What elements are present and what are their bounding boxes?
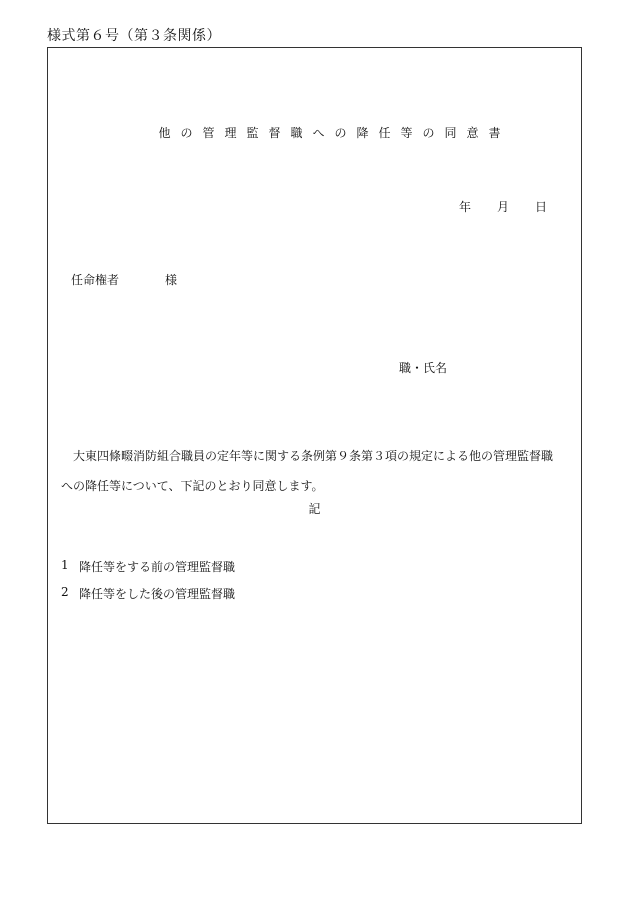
year-label: 年 <box>458 200 471 214</box>
addressee-honorific: 様 <box>165 273 178 287</box>
list-item-label: 降任等をする前の管理監督職 <box>79 560 236 574</box>
addressee <box>71 271 177 288</box>
list-item <box>61 558 235 575</box>
list-item <box>61 585 235 602</box>
list-item-number: 2 <box>61 585 69 599</box>
form-number: 様式第６号（第３条関係） <box>47 28 221 44</box>
document-title: 他の管理監督職への降任等の同意書 <box>158 126 511 140</box>
document-frame <box>47 47 582 824</box>
day-label: 日 <box>534 200 547 214</box>
body-text: 大東四條畷消防組合職員の定年等に関する条例第９条第３項の規定による他の管理監督職への降任等について、下記のとおり同意します。 <box>61 449 554 493</box>
list-item-number: 1 <box>61 558 69 572</box>
addressee-role: 任命権者 <box>71 273 120 287</box>
date-line <box>459 198 547 215</box>
signer-label: 職・氏名 <box>399 361 448 375</box>
ki-label: 記 <box>308 502 321 516</box>
month-label: 月 <box>496 200 509 214</box>
list-item-label: 降任等をした後の管理監督職 <box>79 587 236 601</box>
